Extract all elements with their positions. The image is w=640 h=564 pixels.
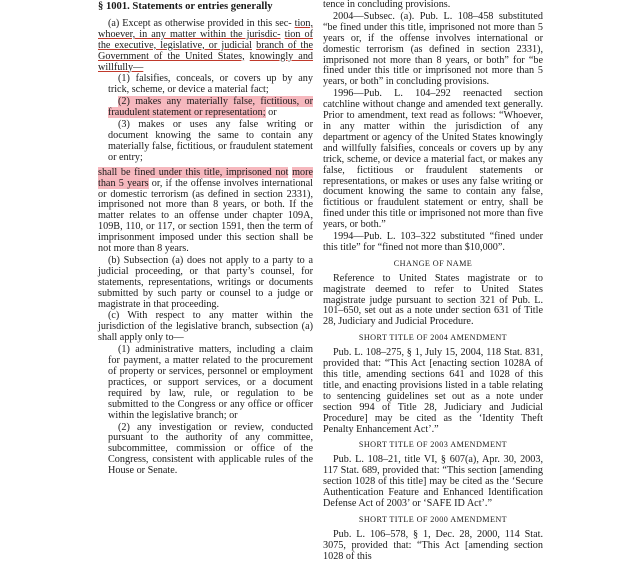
note-continuation: tence in concluding provisions. bbox=[323, 0, 451, 10]
highlighted-text: (2) makes any materially false, fictitious, or bbox=[118, 96, 313, 108]
subsection-c: (c) With respect to any matter within the jurisdiction of the legislative branch, subsection (a) shall apply only to— bbox=[98, 310, 313, 344]
text-line: (a) Except as otherwise provided in this sec‑ bbox=[108, 17, 292, 29]
subsection-a-intro bbox=[98, 19, 313, 74]
subsection-b: (b) Subsection (a) does not apply to a party to a judicial proceeding, or that party’s counsel, for statements, representations, writings or documents submitted by such party or counsel to a judge or magistrate in that proceeding. bbox=[98, 254, 313, 310]
short-title-2000-text: Pub. L. 106–578, § 1, Dec. 28, 2000, 114 Stat. 3075, provided that: “This Act [amending section 1028 of this bbox=[323, 528, 543, 562]
change-of-name-text: Reference to United States magistrate or to magistrate deemed to refer to United States magistrate judge pursuant to section 321 of Pub. L. 101–650, set out as a note under section 631 of Title 28, Judiciary and Judicial Procedure. bbox=[323, 272, 543, 328]
change-of-name-heading: CHANGE OF NAME bbox=[393, 258, 473, 268]
highlighted-text: shall be fined under this title, imprisoned not bbox=[98, 166, 289, 178]
amendment-1994: 1994—Pub. L. 103–322 substituted “fined under this title” for “fined not more than $10,000”. bbox=[323, 231, 543, 253]
underlined-text: tion, whoever, in any matter within the jurisdic‑ bbox=[98, 17, 314, 40]
item-3: (3) makes or uses any false writing or document knowing the same to contain any materially false, fictitious, or fraudulent statement or entry; bbox=[108, 119, 313, 163]
item-1: (1) falsifies, conceals, or covers up by any trick, scheme, or device a material fact; bbox=[108, 73, 313, 96]
short-title-2003-heading: SHORT TITLE OF 2003 AMENDMENT bbox=[358, 440, 508, 450]
text-fragment: or bbox=[265, 107, 277, 119]
short-title-2004-text: Pub. L. 108–275, § 1, July 15, 2004, 118 Stat. 831, provided that: “This Act [enacting section 1028A of this title, amending sections 641 and 1028 of this title, and enacting provisions listed in a table relating to sentencing guidelines set out as a note under section 994 of Title 28, Judiciary and Judicial Procedure] may be cited as the ‘Identity Theft Penalty Enhancement Act’.” bbox=[323, 347, 543, 435]
underlined-text: knowingly and willfully— bbox=[98, 50, 314, 73]
short-title-2003-text: Pub. L. 108–21, title VI, § 607(a), Apr. 30, 2003, 117 Stat. 689, provided that: “This section [amending section 1028 of this title] may be cited as the ‘Secure Authentication Feature and Enhanced Identification Defense Act of 2003’ or ‘SAFE ID Act’.” bbox=[323, 454, 543, 509]
penalty-paragraph bbox=[98, 168, 313, 255]
short-title-2000-heading: SHORT TITLE OF 2000 AMENDMENT bbox=[358, 514, 508, 524]
underlined-text: branch of the Government of the United States, bbox=[98, 39, 313, 62]
highlighted-text: fraudulent statement or representation; bbox=[108, 107, 266, 119]
section-heading: § 1001. Statements or entries generally bbox=[98, 1, 273, 12]
short-title-2004-heading: SHORT TITLE OF 2004 AMENDMENT bbox=[358, 333, 508, 343]
item-c1: (1) administrative matters, including a claim for payment, a matter related to the procurement of property or services, personnel or employment practices, or support services, or a document required by law, rule, or regulation to be submitted to the Congress or any office or officer within the legislative branch; or bbox=[108, 344, 313, 421]
left-column bbox=[98, 0, 313, 478]
item-c2: (2) any investigation or review, conducted pursuant to the authority of any committee, subcommittee, commission or office of the Congress, consistent with applicable rules of the House or Senate. bbox=[108, 421, 313, 477]
amendment-2004: 2004—Subsec. (a). Pub. L. 108–458 substituted “be fined under this title, imprisoned not more than 5 years or, if the offense involves international or domestic terrorism (as defined in section 2331), imprisoned not more than 8 years, or both” for “be fined under this title or imprisoned not more than 5 years, or both” in concluding provisions. bbox=[323, 10, 543, 88]
item-2 bbox=[98, 97, 313, 119]
underlined-text: tion of the executive, legislative, or judicial bbox=[98, 28, 313, 51]
right-column bbox=[323, 0, 543, 564]
text-fragment: or, if the offense involves international or domestic terrorism (as defined in section 2331), imprisoned not more than 8 years, or both. If the matter relates to an offense under chapter 109A, 109B, 110, or 117, or section 1591, then the term of imprisonment imposed under this section shall be not more than 8 years. bbox=[98, 177, 313, 255]
amendment-1996: 1996—Pub. L. 104–292 reenacted section catchline without change and amended text generally. Prior to amendment, text read as follows: “Whoever, in any matter within the jurisdiction of any department or agency of the United States knowingly and willfully falsifies, conceals or covers up by any trick, scheme, or device a material fact, or makes any false, fictitious or fraudulent statements or representations, or makes or uses any false writing or document knowing the same to contain any false, fictitious or fraudulent statement or entry, shall be fined under this title or imprisoned not more than five years, or both.” bbox=[323, 88, 543, 231]
highlighted-text: more than 5 years bbox=[98, 166, 313, 189]
